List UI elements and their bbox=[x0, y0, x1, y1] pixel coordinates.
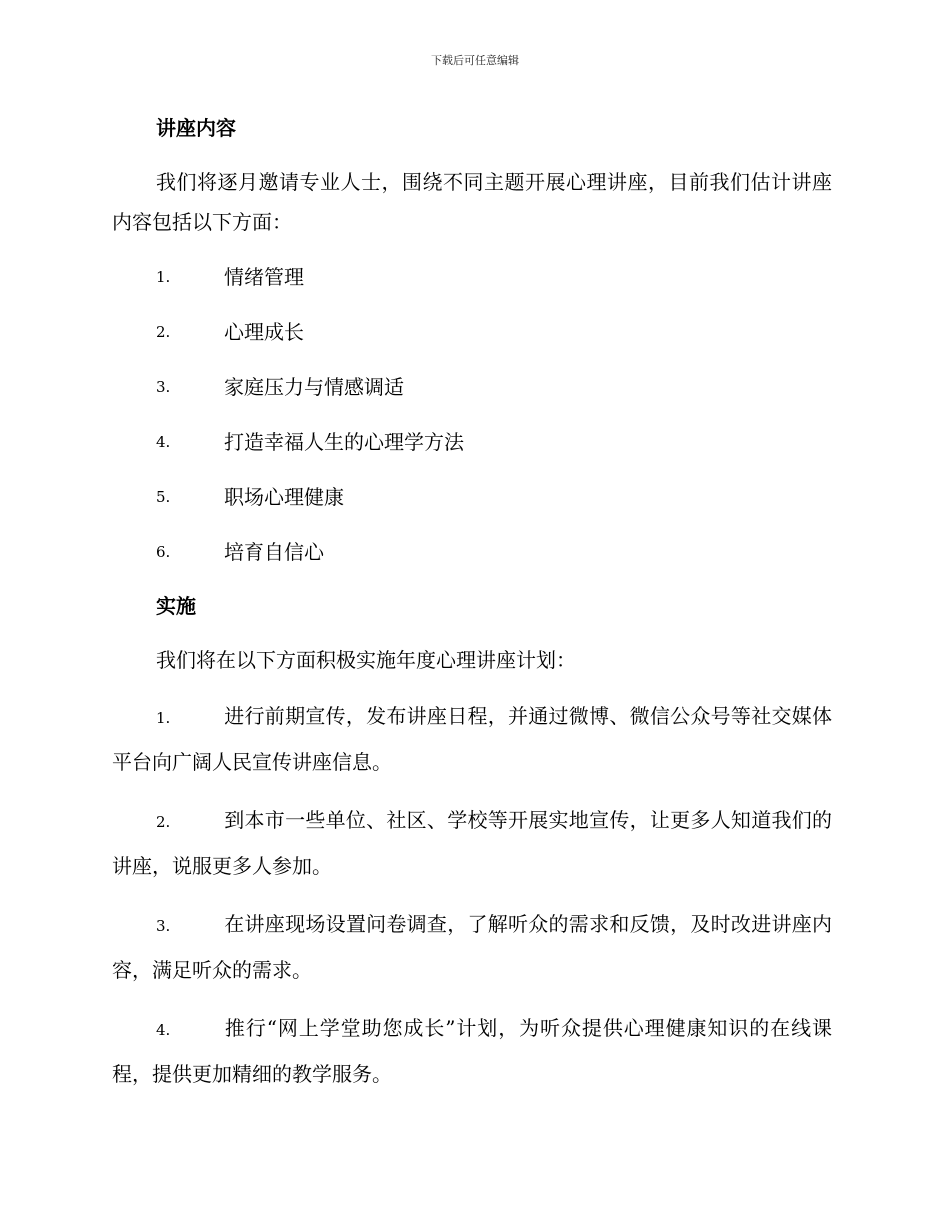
list-item bbox=[112, 532, 832, 572]
implementation-list bbox=[112, 694, 832, 1096]
list-number: 3. bbox=[156, 917, 171, 935]
list-text: 家庭压力与情感调适 bbox=[224, 375, 404, 399]
list-text: 进行前期宣传，发布讲座日程，并通过微博、微信公众号等社交媒体平台向广阔人民宣传讲座信息。 bbox=[112, 704, 832, 774]
list-item bbox=[112, 1006, 832, 1096]
list-number: 5. bbox=[156, 488, 171, 506]
list-number: 4. bbox=[156, 433, 171, 451]
page-header: 下载后可任意编辑 bbox=[431, 54, 519, 67]
list-number: 3. bbox=[156, 378, 171, 396]
content-intro: 我们将逐月邀请专业人士，围绕不同主题开展心理讲座，目前我们估计讲座内容包括以下方面： bbox=[112, 170, 832, 234]
list-item bbox=[112, 422, 832, 462]
list-item bbox=[112, 367, 832, 407]
list-item bbox=[112, 257, 832, 297]
list-text: 推行“网上学堂助您成长”计划，为听众提供心理健康知识的在线课程，提供更加精细的教学服务。 bbox=[112, 1016, 832, 1086]
list-item bbox=[112, 477, 832, 517]
document-body bbox=[112, 108, 832, 1096]
list-text: 培育自信心 bbox=[224, 540, 324, 564]
list-text: 在讲座现场设置问卷调查，了解听众的需求和反馈，及时改进讲座内容，满足听众的需求。 bbox=[112, 912, 832, 982]
implementation-intro: 我们将在以下方面积极实施年度心理讲座计划： bbox=[156, 648, 576, 672]
list-text: 情绪管理 bbox=[224, 265, 304, 289]
list-number: 1. bbox=[156, 268, 171, 286]
list-number: 1. bbox=[156, 709, 171, 727]
list-text: 心理成长 bbox=[224, 320, 304, 344]
list-item bbox=[112, 902, 832, 992]
content-list bbox=[112, 257, 832, 572]
list-item bbox=[112, 694, 832, 784]
list-number: 4. bbox=[156, 1021, 171, 1039]
section-heading-content: 讲座内容 bbox=[156, 116, 236, 140]
list-text: 打造幸福人生的心理学方法 bbox=[224, 430, 464, 454]
list-number: 6. bbox=[156, 543, 171, 561]
section-heading-implementation: 实施 bbox=[156, 594, 196, 618]
list-text: 到本市一些单位、社区、学校等开展实地宣传，让更多人知道我们的讲座，说服更多人参加。 bbox=[112, 808, 832, 878]
list-item bbox=[112, 798, 832, 888]
list-item bbox=[112, 312, 832, 352]
list-number: 2. bbox=[156, 813, 171, 831]
list-text: 职场心理健康 bbox=[224, 485, 344, 509]
list-number: 2. bbox=[156, 323, 171, 341]
